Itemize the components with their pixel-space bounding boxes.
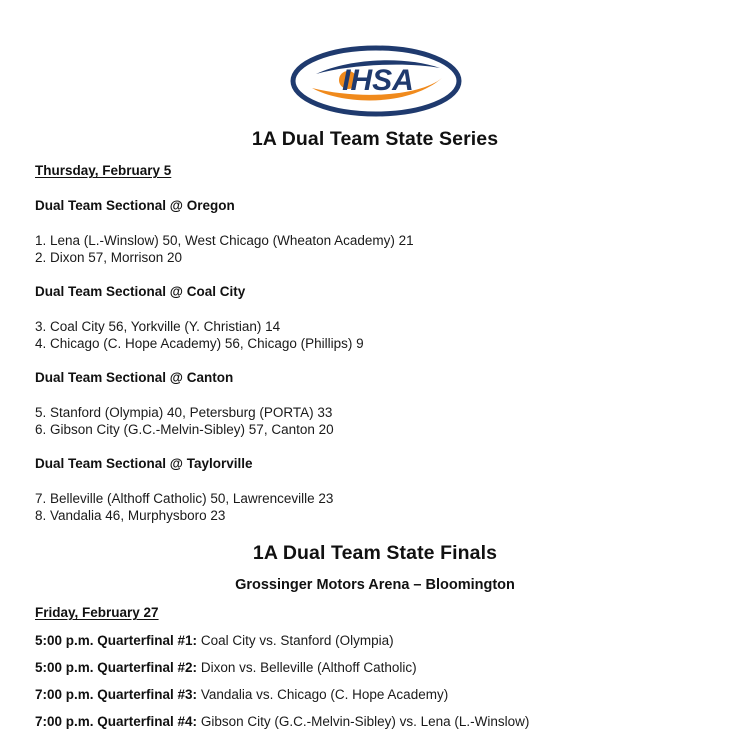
result-line: 6. Gibson City (G.C.-Melvin-Sibley) 57, Canton 20 bbox=[35, 422, 334, 437]
ihsa-logo-icon bbox=[290, 44, 462, 118]
quarterfinal-2 bbox=[35, 660, 417, 675]
sectional-heading-coal-city: Dual Team Sectional @ Coal City bbox=[35, 284, 246, 299]
finals-venue: Grossinger Motors Arena – Bloomington bbox=[235, 577, 515, 593]
result-line: 8. Vandalia 46, Murphysboro 23 bbox=[35, 508, 226, 523]
finals-title: 1A Dual Team State Finals bbox=[252, 542, 498, 564]
finals-date: Friday, February 27 bbox=[35, 605, 159, 620]
sectional-heading-canton: Dual Team Sectional @ Canton bbox=[35, 370, 234, 385]
quarterfinal-matchup: Dixon vs. Belleville (Althoff Catholic) bbox=[200, 660, 417, 675]
series-date: Thursday, February 5 bbox=[35, 163, 172, 178]
quarterfinal-label: 7:00 p.m. Quarterfinal #4: bbox=[35, 714, 198, 729]
result-line: 5. Stanford (Olympia) 40, Petersburg (PORTA) 33 bbox=[35, 405, 333, 420]
logo-text: IHSA bbox=[342, 64, 414, 97]
quarterfinal-matchup: Coal City vs. Stanford (Olympia) bbox=[200, 633, 394, 648]
quarterfinal-3 bbox=[35, 687, 448, 702]
result-line: 1. Lena (L.-Winslow) 50, West Chicago (Wheaton Academy) 21 bbox=[35, 233, 414, 248]
series-title: 1A Dual Team State Series bbox=[251, 128, 499, 150]
quarterfinal-1 bbox=[35, 633, 394, 648]
quarterfinal-matchup: Gibson City (G.C.-Melvin-Sibley) vs. Lena (L.-Winslow) bbox=[200, 714, 530, 729]
quarterfinal-4 bbox=[35, 714, 529, 729]
result-line: 3. Coal City 56, Yorkville (Y. Christian) 14 bbox=[35, 319, 281, 334]
quarterfinal-matchup: Vandalia vs. Chicago (C. Hope Academy) bbox=[200, 687, 449, 702]
quarterfinal-label: 5:00 p.m. Quarterfinal #2: bbox=[35, 660, 198, 675]
sectional-heading-taylorville: Dual Team Sectional @ Taylorville bbox=[35, 456, 253, 471]
result-line: 2. Dixon 57, Morrison 20 bbox=[35, 250, 183, 265]
quarterfinal-label: 7:00 p.m. Quarterfinal #3: bbox=[35, 687, 198, 702]
result-line: 7. Belleville (Althoff Catholic) 50, Lawrenceville 23 bbox=[35, 491, 334, 506]
sectional-heading-oregon: Dual Team Sectional @ Oregon bbox=[35, 198, 235, 213]
quarterfinal-label: 5:00 p.m. Quarterfinal #1: bbox=[35, 633, 198, 648]
result-line: 4. Chicago (C. Hope Academy) 56, Chicago (Phillips) 9 bbox=[35, 336, 364, 351]
